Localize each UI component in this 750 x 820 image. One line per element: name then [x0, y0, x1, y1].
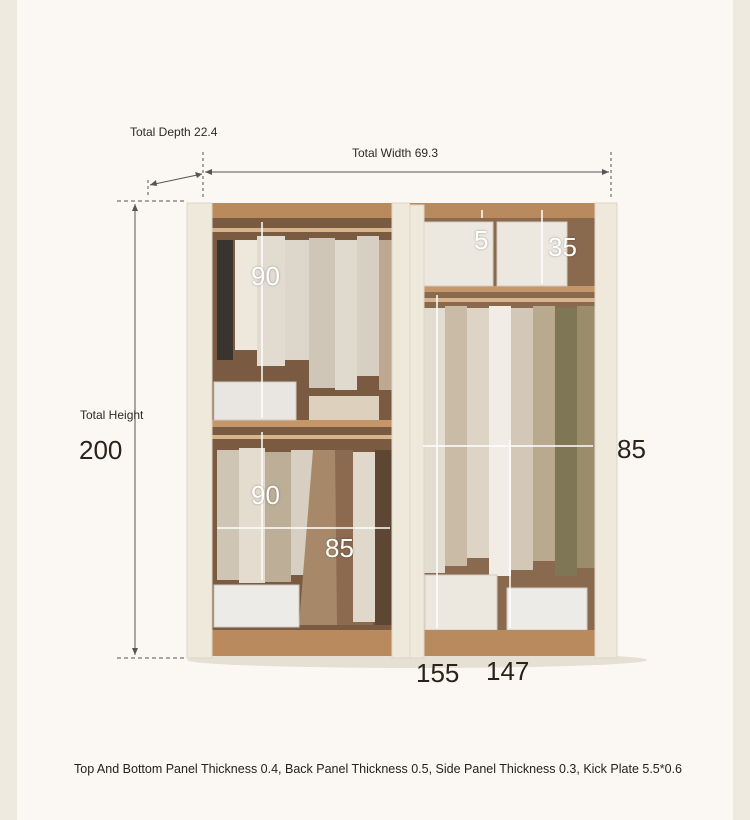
left-cabinet-left-door — [187, 203, 212, 658]
right-cabinet-right-door — [595, 203, 617, 658]
right-hang-height: 155 — [416, 658, 460, 688]
right-bottom-box-2 — [507, 588, 587, 630]
right-top-box-height: 35 — [548, 232, 577, 262]
left-kick-plate — [202, 630, 402, 656]
left-lower-storage-box — [214, 585, 299, 627]
left-inner-width: 85 — [325, 533, 354, 563]
product-dimension-image — [17, 0, 733, 820]
left-fabric-box — [309, 396, 379, 420]
right-clothes — [423, 306, 600, 576]
left-lower-hang-height: 90 — [251, 480, 280, 510]
right-bottom-box-1 — [425, 575, 497, 630]
left-cabinet-right-door — [392, 203, 410, 658]
left-upper-rod — [212, 228, 392, 232]
right-cabinet-left-door — [410, 205, 424, 658]
left-middle-shelf — [212, 420, 392, 427]
total-width-label: Total Width 69.3 — [352, 146, 439, 160]
left-upper-storage-box — [214, 382, 296, 420]
panel-thickness-note: Top And Bottom Panel Thickness 0.4, Back Panel Thickness 0.5, Side Panel Thickness 0.3, Kick Plate 5.5*0.6 — [74, 762, 682, 776]
total-height-label: Total Height — [80, 408, 144, 422]
right-top-gap: 5 — [474, 225, 489, 255]
right-kick-plate — [410, 630, 610, 656]
total-height-value: 200 — [79, 435, 123, 465]
total-depth-label: Total Depth 22.4 — [130, 125, 218, 139]
left-upper-hang-height: 90 — [251, 261, 280, 291]
right-top-shelf — [420, 286, 600, 292]
right-inner-width: 85 — [617, 434, 646, 464]
left-lower-rod — [212, 435, 392, 439]
right-cabinet-height: 147 — [486, 656, 530, 686]
right-rod — [420, 298, 600, 302]
